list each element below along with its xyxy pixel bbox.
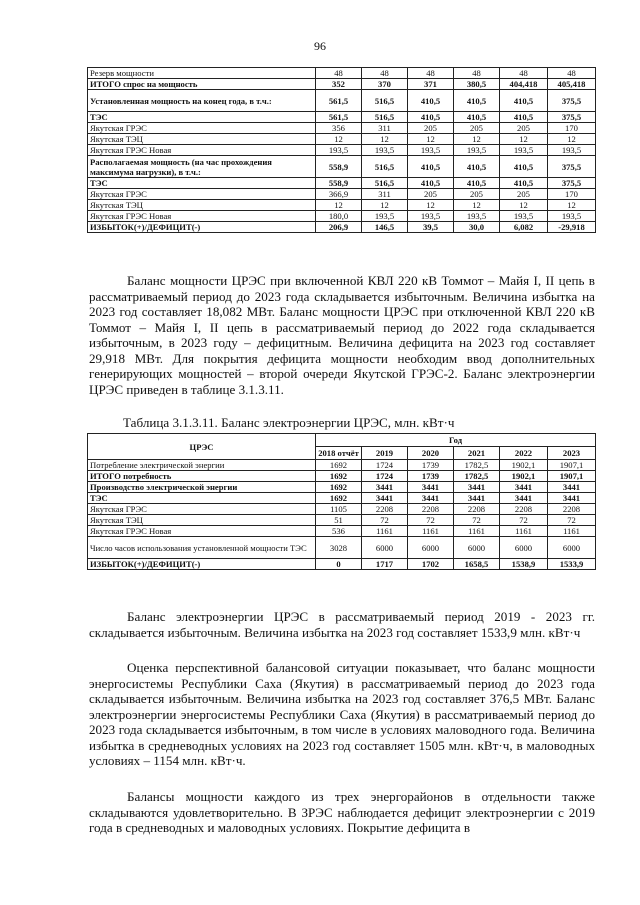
cell-value: 516,5: [362, 90, 408, 112]
row-label: Якутская ГРЭС Новая: [88, 145, 316, 156]
row-label: Установленная мощность на конец года, в т.ч.:: [88, 90, 316, 112]
cell-value: 405,418: [548, 79, 596, 90]
cell-value: 410,5: [500, 112, 548, 123]
cell-value: 205: [408, 123, 454, 134]
cell-value: 12: [362, 200, 408, 211]
cell-value: 205: [408, 189, 454, 200]
table-row: [88, 79, 596, 90]
cell-value: 170: [548, 189, 596, 200]
cell-value: 3441: [500, 493, 548, 504]
cell-value: 1782,5: [454, 460, 500, 471]
cell-value: 205: [500, 189, 548, 200]
cell-value: 561,5: [316, 90, 362, 112]
cell-value: 1724: [362, 471, 408, 482]
table-row: [88, 68, 596, 79]
cell-value: 3441: [362, 482, 408, 493]
cell-value: 1907,1: [548, 460, 596, 471]
cell-value: 1658,5: [454, 559, 500, 570]
cell-value: 72: [454, 515, 500, 526]
table-row: [88, 156, 596, 178]
year-header: 2023: [548, 447, 596, 460]
cell-value: 1105: [316, 504, 362, 515]
cell-value: 193,5: [408, 145, 454, 156]
cell-value: 1782,5: [454, 471, 500, 482]
cell-value: 1739: [408, 460, 454, 471]
cell-value: 3441: [548, 493, 596, 504]
cell-value: 516,5: [362, 178, 408, 189]
cell-value: 311: [362, 123, 408, 134]
cell-value: 0: [316, 559, 362, 570]
cell-value: 12: [500, 200, 548, 211]
cell-value: 193,5: [454, 145, 500, 156]
cell-value: 2208: [362, 504, 408, 515]
table-row: [88, 200, 596, 211]
cell-value: 146,5: [362, 222, 408, 233]
table-row: [88, 471, 596, 482]
year-header: 2018 отчёт: [316, 447, 362, 460]
row-label: ТЭС: [88, 112, 316, 123]
row-label: ТЭС: [88, 493, 316, 504]
header-group: Год: [316, 434, 596, 447]
cell-value: -29,918: [548, 222, 596, 233]
cell-value: 558,9: [316, 178, 362, 189]
row-label: Якутская ГРЭС: [88, 123, 316, 134]
cell-value: 6000: [500, 537, 548, 559]
cell-value: 410,5: [454, 178, 500, 189]
cell-value: 1692: [316, 482, 362, 493]
cell-value: 1161: [454, 526, 500, 537]
cell-value: 1533,9: [548, 559, 596, 570]
table-row: [88, 504, 596, 515]
row-label: Резерв мощности: [88, 68, 316, 79]
cell-value: 410,5: [500, 178, 548, 189]
cell-value: 516,5: [362, 112, 408, 123]
cell-value: 1717: [362, 559, 408, 570]
energy-balance-table: [87, 433, 596, 570]
table-caption: Таблица 3.1.3.11. Баланс электроэнергии ЦРЭС, млн. кВт·ч: [123, 415, 455, 430]
cell-value: 410,5: [454, 156, 500, 178]
cell-value: 193,5: [408, 211, 454, 222]
year-header: 2020: [408, 447, 454, 460]
cell-value: 1692: [316, 471, 362, 482]
cell-value: 6000: [408, 537, 454, 559]
cell-value: 12: [454, 200, 500, 211]
row-label: ИЗБЫТОК(+)/ДЕФИЦИТ(-): [88, 222, 316, 233]
table-row: [88, 526, 596, 537]
cell-value: 39,5: [408, 222, 454, 233]
year-header: 2022: [500, 447, 548, 460]
cell-value: 558,9: [316, 156, 362, 178]
cell-value: 410,5: [454, 90, 500, 112]
cell-value: 6000: [362, 537, 408, 559]
table-row: [88, 460, 596, 471]
paragraph-energy-balance: Баланс электроэнергии ЦРЭС в рассматриваемый период 2019 - 2023 гг. складывается избыточным. Величина избытка на 2023 год составляет 1533,9 млн. кВт·ч: [89, 609, 595, 640]
cell-value: 12: [316, 134, 362, 145]
cell-value: 410,5: [454, 112, 500, 123]
table-row: [88, 90, 596, 112]
header-label: ЦРЭС: [88, 434, 316, 460]
cell-value: 410,5: [500, 90, 548, 112]
row-label: Число часов использования установленной мощности ТЭС: [88, 537, 316, 559]
cell-value: 12: [408, 200, 454, 211]
cell-value: 410,5: [408, 90, 454, 112]
cell-value: 193,5: [316, 145, 362, 156]
cell-value: 1739: [408, 471, 454, 482]
cell-value: 410,5: [500, 156, 548, 178]
cell-value: 410,5: [408, 156, 454, 178]
cell-value: 205: [454, 189, 500, 200]
table-row: [88, 482, 596, 493]
cell-value: 1161: [408, 526, 454, 537]
cell-value: 1538,9: [500, 559, 548, 570]
cell-value: 3441: [408, 482, 454, 493]
cell-value: 370: [362, 79, 408, 90]
cell-value: 2208: [500, 504, 548, 515]
row-label: Потребление электрической энергии: [88, 460, 316, 471]
cell-value: 48: [454, 68, 500, 79]
cell-value: 311: [362, 189, 408, 200]
row-label: Якутская ГРЭС: [88, 189, 316, 200]
cell-value: 3441: [548, 482, 596, 493]
table-row: [88, 134, 596, 145]
cell-value: 561,5: [316, 112, 362, 123]
cell-value: 1161: [362, 526, 408, 537]
cell-value: 3441: [500, 482, 548, 493]
row-label: ИЗБЫТОК(+)/ДЕФИЦИТ(-): [88, 559, 316, 570]
row-label: ИТОГО спрос на мощность: [88, 79, 316, 90]
page-number: 96: [314, 39, 326, 53]
table-row: [88, 211, 596, 222]
cell-value: 72: [408, 515, 454, 526]
table-row: [88, 493, 596, 504]
cell-value: 205: [454, 123, 500, 134]
cell-value: 51: [316, 515, 362, 526]
table-header-row: [88, 434, 596, 447]
year-header: 2019: [362, 447, 408, 460]
cell-value: 3441: [454, 493, 500, 504]
paragraph-power-balance: Баланс мощности ЦРЭС при включенной КВЛ 220 кВ Томмот – Майя I, II цепь в рассматриваемый период до 2023 года складывается избыточным. Величина избытка на 2023 год составляет 18,082 МВт. Баланс мощности ЦРЭС при отключенной КВЛ 220 кВ Томмот – Майя I, II цепь в рассматриваемый период до 2022 года складывается избыточным, в 2023 году – дефицитным. Величина дефицита на 2023 год составляет 29,918 МВт. Для покрытия дефицита мощности необходим ввод дополнительных генерирующих мощностей – второй очереди Якутской ГРЭС-2. Баланс электроэнергии ЦРЭС приведен в таблице 3.1.3.11.: [89, 273, 595, 397]
cell-value: 536: [316, 526, 362, 537]
cell-value: 1902,1: [500, 471, 548, 482]
cell-value: 12: [548, 200, 596, 211]
cell-value: 371: [408, 79, 454, 90]
table-row: [88, 145, 596, 156]
row-label: Якутская ГРЭС Новая: [88, 526, 316, 537]
cell-value: 193,5: [362, 211, 408, 222]
table-row: [88, 222, 596, 233]
table-row: [88, 559, 596, 570]
cell-value: 3441: [408, 493, 454, 504]
row-label: Якутская ТЭЦ: [88, 134, 316, 145]
paragraph-assessment: Оценка перспективной балансовой ситуации показывает, что баланс мощности энергосистемы Республики Саха (Якутия) в рассматриваемый период до 2023 года складывается избыточным. Величина избытка на 2023 год составляет 376,5 МВт. Баланс электроэнергии энергосистемы Республики Саха (Якутия) в рассматриваемый период до 2023 года складывается избыточным, в том числе в условиях маловодного года. Величина избытка в средневодных условиях на 2023 год составляет 1505 млн. кВт·ч, в маловодных условиях – 1154 млн. кВт·ч.: [89, 660, 595, 768]
cell-value: 12: [454, 134, 500, 145]
cell-value: 375,5: [548, 156, 596, 178]
cell-value: 170: [548, 123, 596, 134]
cell-value: 3441: [454, 482, 500, 493]
cell-value: 1702: [408, 559, 454, 570]
table-row: [88, 123, 596, 134]
cell-value: 375,5: [548, 112, 596, 123]
cell-value: 410,5: [408, 178, 454, 189]
cell-value: 2208: [408, 504, 454, 515]
cell-value: 516,5: [362, 156, 408, 178]
cell-value: 193,5: [362, 145, 408, 156]
cell-value: 3028: [316, 537, 362, 559]
cell-value: 1907,1: [548, 471, 596, 482]
cell-value: 206,9: [316, 222, 362, 233]
cell-value: 375,5: [548, 178, 596, 189]
cell-value: 404,418: [500, 79, 548, 90]
cell-value: 366,9: [316, 189, 362, 200]
cell-value: 352: [316, 79, 362, 90]
table-row: [88, 515, 596, 526]
cell-value: 6000: [454, 537, 500, 559]
cell-value: 6000: [548, 537, 596, 559]
cell-value: 12: [548, 134, 596, 145]
cell-value: 12: [362, 134, 408, 145]
cell-value: 48: [500, 68, 548, 79]
cell-value: 205: [500, 123, 548, 134]
cell-value: 193,5: [454, 211, 500, 222]
cell-value: 1692: [316, 493, 362, 504]
cell-value: 356: [316, 123, 362, 134]
cell-value: 1724: [362, 460, 408, 471]
cell-value: 193,5: [500, 145, 548, 156]
cell-value: 72: [362, 515, 408, 526]
paragraph-regions: Балансы мощности каждого из трех энергорайонов в отдельности также складываются удовлетворительно. В ЗРЭС наблюдается дефицит электроэнергии с 2019 года в средневодных и маловодных условиях. Покрытие дефицита в: [89, 789, 595, 835]
cell-value: 12: [500, 134, 548, 145]
cell-value: 48: [316, 68, 362, 79]
row-label: ИТОГО потребность: [88, 471, 316, 482]
table-row: [88, 112, 596, 123]
table-row: [88, 178, 596, 189]
cell-value: 48: [408, 68, 454, 79]
table-row: [88, 189, 596, 200]
cell-value: 380,5: [454, 79, 500, 90]
row-label: Производство электрической энергии: [88, 482, 316, 493]
cell-value: 12: [408, 134, 454, 145]
row-label: ТЭС: [88, 178, 316, 189]
cell-value: 6,082: [500, 222, 548, 233]
cell-value: 2208: [454, 504, 500, 515]
power-balance-table: [87, 67, 596, 233]
cell-value: 48: [548, 68, 596, 79]
row-label: Якутская ТЭЦ: [88, 515, 316, 526]
cell-value: 72: [548, 515, 596, 526]
cell-value: 30,0: [454, 222, 500, 233]
table-row: [88, 537, 596, 559]
cell-value: 12: [316, 200, 362, 211]
cell-value: 410,5: [408, 112, 454, 123]
cell-value: 48: [362, 68, 408, 79]
year-header: 2021: [454, 447, 500, 460]
row-label: Якутская ТЭЦ: [88, 200, 316, 211]
cell-value: 375,5: [548, 90, 596, 112]
row-label: Располагаемая мощность (на час прохождения максимума нагрузки), в т.ч.:: [88, 156, 316, 178]
cell-value: 1902,1: [500, 460, 548, 471]
cell-value: 72: [500, 515, 548, 526]
cell-value: 193,5: [500, 211, 548, 222]
cell-value: 3441: [362, 493, 408, 504]
cell-value: 1692: [316, 460, 362, 471]
cell-value: 1161: [548, 526, 596, 537]
row-label: Якутская ГРЭС Новая: [88, 211, 316, 222]
cell-value: 180,0: [316, 211, 362, 222]
cell-value: 1161: [500, 526, 548, 537]
cell-value: 193,5: [548, 145, 596, 156]
cell-value: 193,5: [548, 211, 596, 222]
row-label: Якутская ГРЭС: [88, 504, 316, 515]
cell-value: 2208: [548, 504, 596, 515]
